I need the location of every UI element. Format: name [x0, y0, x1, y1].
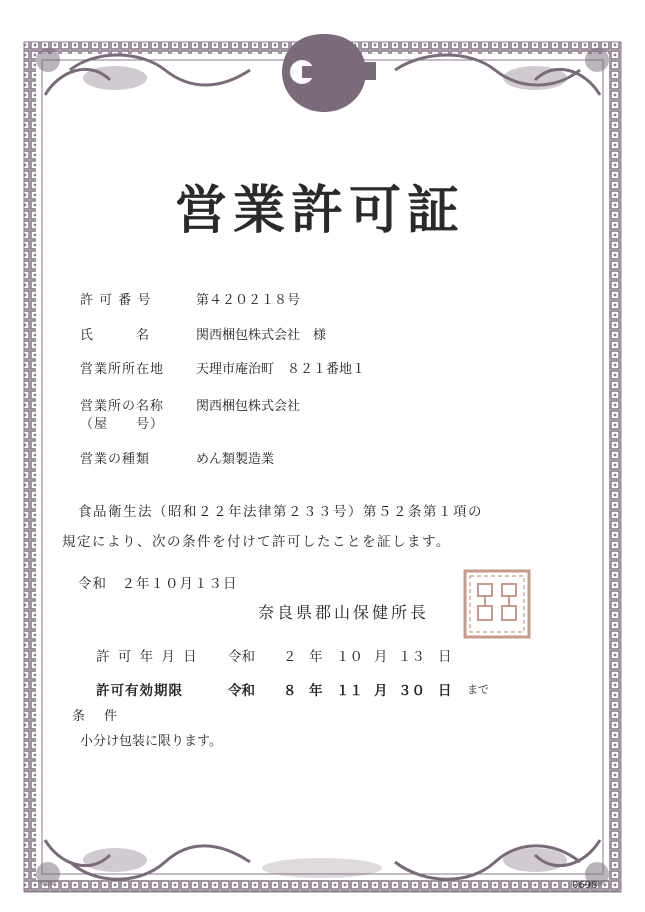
permit-date-era: 令和 [228, 649, 255, 665]
validity-month: １１ [336, 683, 363, 699]
validity-day-unit: 日 [438, 683, 452, 699]
issuer-name: 奈良県郡山保健所長 [258, 603, 430, 622]
business-name-label: 営業所の名称 [80, 399, 165, 414]
permit-date-month-unit: 月 [374, 649, 388, 665]
permit-date-year-unit: 年 [309, 649, 323, 665]
validity-label: 許可有効期限 [96, 683, 183, 699]
business-name-value: 関西梱包株式会社 [196, 399, 301, 414]
validity-year: ８ [283, 683, 297, 699]
permit-number-label: 許 可 番 号 [80, 293, 152, 308]
business-type-value: めん類製造業 [196, 452, 275, 467]
validity-year-unit: 年 [309, 683, 323, 699]
permit-date-day: １３ [398, 649, 425, 665]
statement-line-1: 食品衛生法（昭和２２年法律第２３３号）第５２条第１項の [78, 504, 483, 520]
conditions-heading: 条 件 [72, 709, 121, 724]
emblem-icon [270, 32, 378, 114]
trade-name-label: （屋 号） [80, 417, 165, 432]
address-value: 天理市庵治町 ８２１番地１ [196, 362, 366, 377]
permit-date-label: 許 可 年 月 日 [96, 649, 199, 665]
official-seal [462, 568, 532, 640]
name-value: 関西梱包株式会社 様 [196, 328, 327, 343]
validity-era: 令和 [228, 683, 255, 699]
validity-day: ３０ [398, 683, 425, 699]
validity-month-unit: 月 [374, 683, 388, 699]
permit-date-month: １０ [336, 649, 363, 665]
name-label: 氏 名 [80, 328, 151, 343]
certificate-title: 営業許可証 [174, 180, 465, 241]
issue-date: 令和 ２年１０月１３日 [78, 576, 238, 592]
permit-date-day-unit: 日 [438, 649, 452, 665]
conditions-text: 小分け包装に限ります。 [80, 734, 222, 749]
business-type-label: 営業の種類 [80, 452, 151, 467]
permit-number-value: 第４２０２１８号 [196, 293, 301, 308]
validity-suffix: まで [467, 683, 489, 696]
statement-line-2: 規定により、次の条件を付けて許可したことを証します。 [62, 534, 451, 550]
address-label: 営業所所在地 [80, 362, 165, 377]
permit-date-year: ２ [283, 649, 297, 665]
serial-number: 0698 [572, 880, 598, 891]
